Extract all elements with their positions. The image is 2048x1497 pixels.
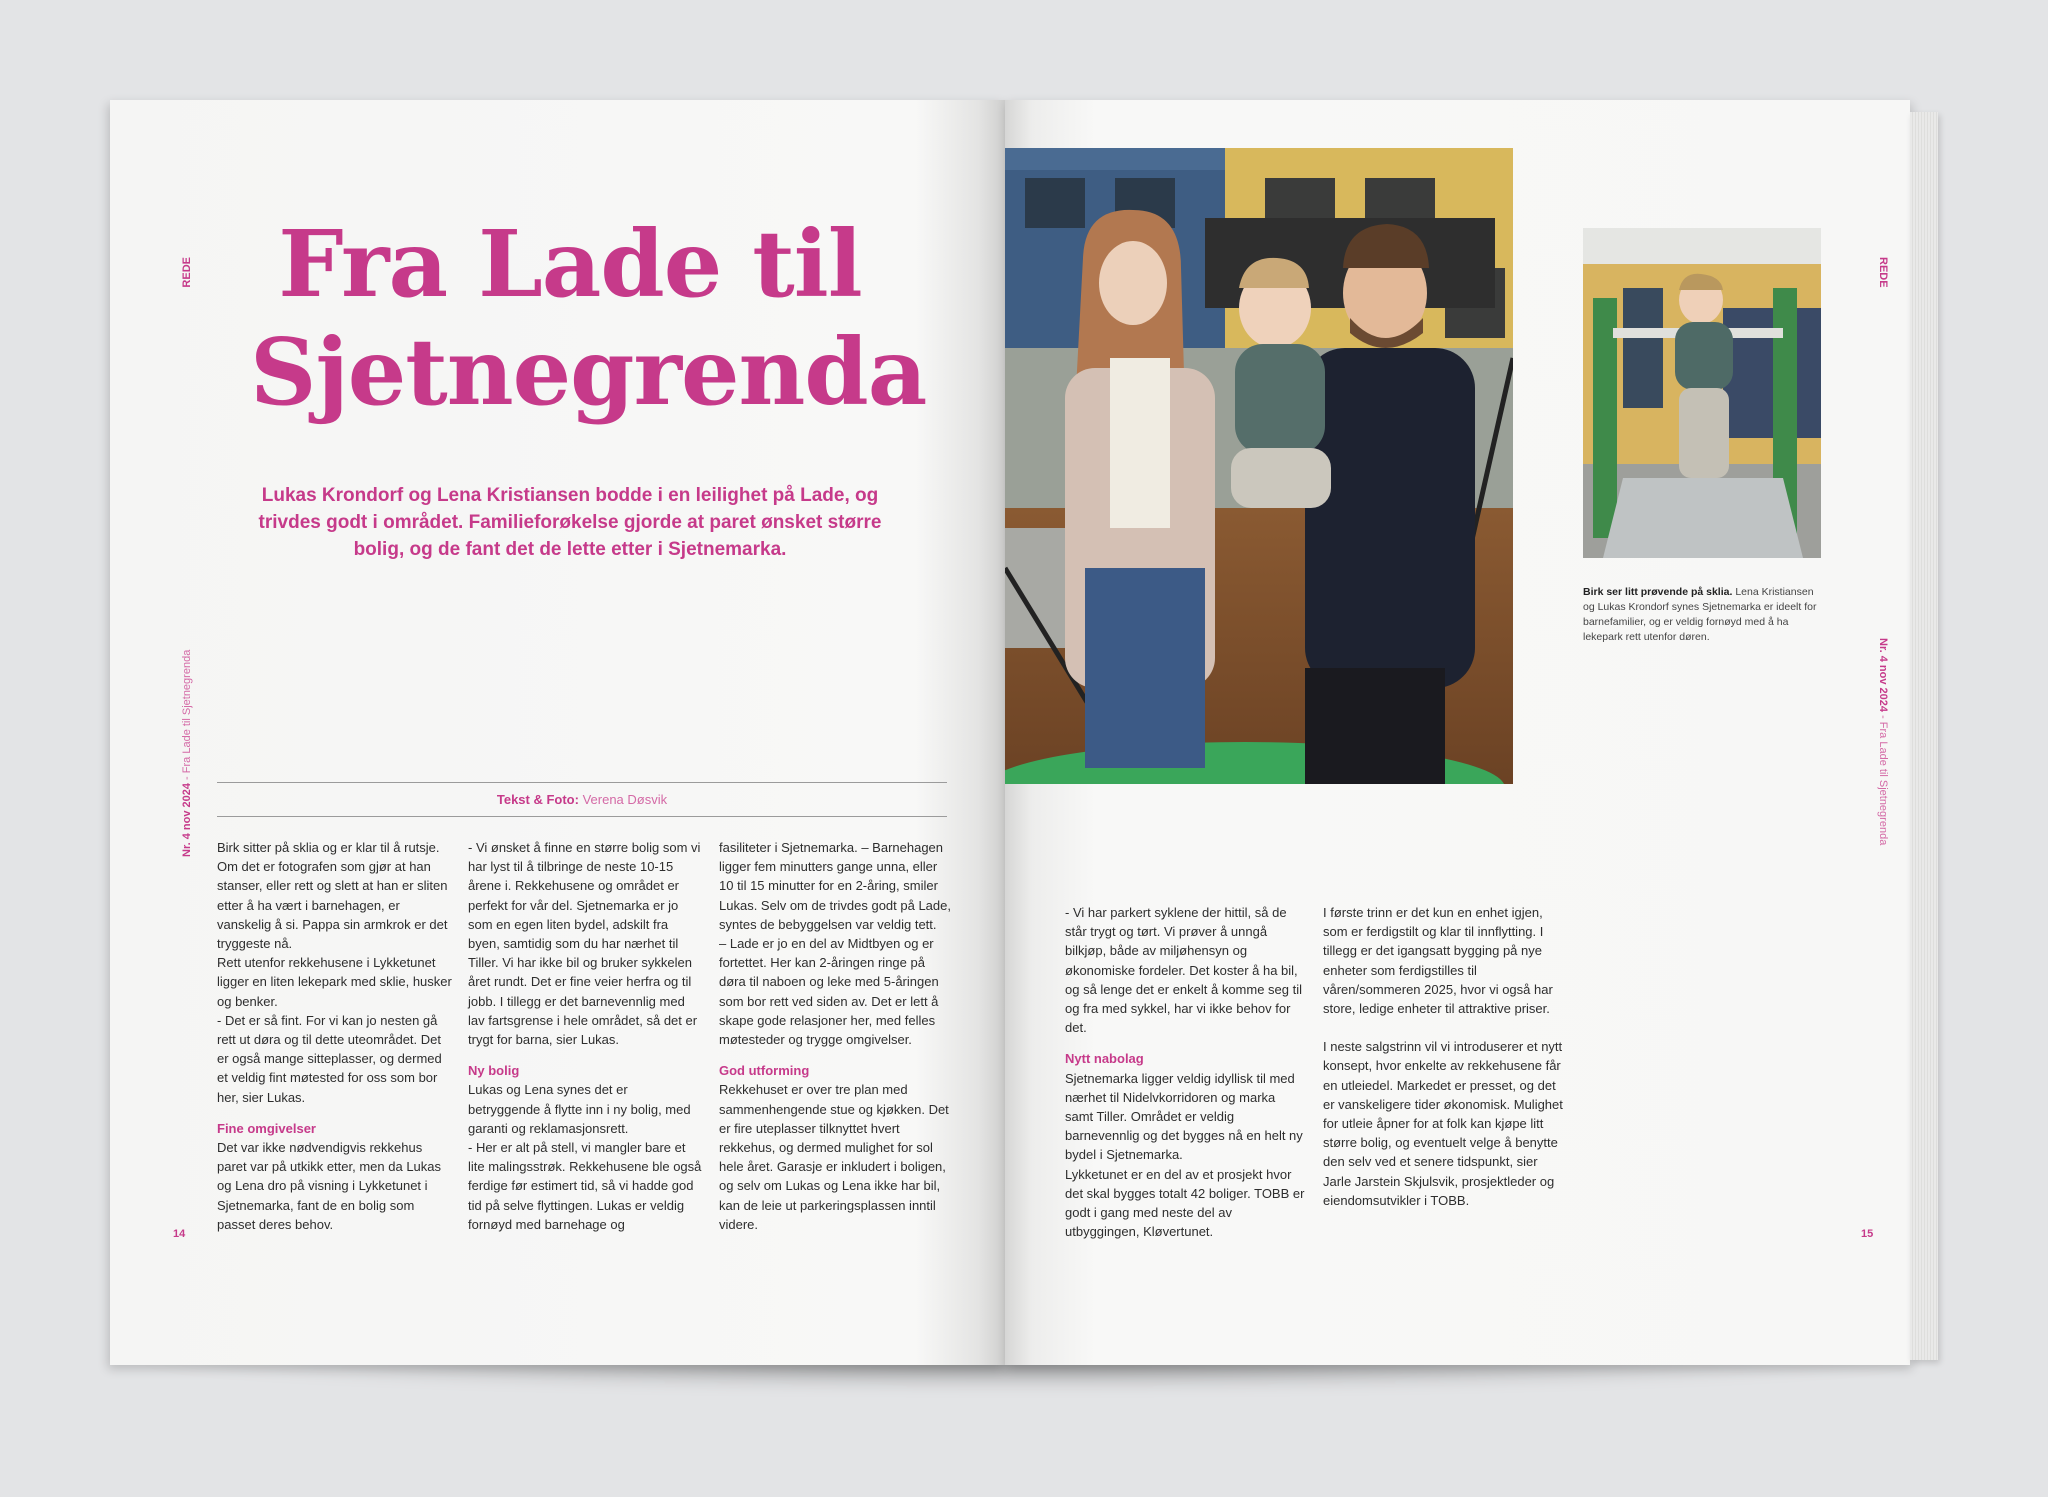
caption-text: Lena Kristiansen og Lukas Krondorf synes Sjetnemarka er ideelt for barnefamilier, og er veldig fornøyd med å ha lekepark rett utenfor døren. bbox=[1583, 586, 1817, 643]
col4-paragraph: - Vi har parkert syklene der hittil, så de står trygt og tørt. Vi prøver å unngå bilkjøp, både av miljøhensyn og økonomiske fordeler. Det koster å ha bil, og så lenge det er enkelt å komme seg til og fra med sykkel, har vi ikke behov for det. bbox=[1065, 905, 1303, 1036]
column-4 bbox=[1065, 903, 1305, 1241]
child-on-slide-illustration bbox=[1583, 228, 1821, 558]
title-line-2: Sjetnegrenda bbox=[250, 318, 927, 426]
magazine-name-left: REDE bbox=[181, 257, 193, 288]
byline-name: Verena Døsvik bbox=[582, 792, 668, 807]
left-page bbox=[110, 100, 1005, 1365]
column-1 bbox=[217, 838, 452, 1234]
byline-label: Tekst & Foto: bbox=[496, 792, 579, 807]
child-on-slide-photo bbox=[1583, 228, 1821, 558]
col5-paragraph: I første trinn er det kun en enhet igjen, som er ferdigstilt og klar til innflytting. I tillegg er det igangsatt bygging på nye enheter som ferdigstilles til våren/sommeren 2025, hvor vi også har store, ledige enheter til attraktive priser. bbox=[1323, 905, 1553, 1017]
caption-bold: Birk ser litt prøvende på sklia. bbox=[1583, 586, 1733, 598]
col1-paragraph: Det var ikke nødvendigvis rekkehus paret var på utkikk etter, men da Lukas og Lena dro på visning i Lykketunet i Sjetnemarka, fant de en bolig som passet deres behov. bbox=[217, 1140, 442, 1232]
section-title-right: - Fra Lade til Sjetnegrenda bbox=[1877, 715, 1889, 846]
issue-number-right: Nr. 4 nov 2024 bbox=[1877, 638, 1889, 712]
column-3 bbox=[719, 838, 954, 1234]
col2-paragraph: - Vi ønsket å finne en større bolig som vi har lyst til å tilbringe de neste 10-15 årene i. Rekkehusene og området er perfekt for vår del. Sjetnemarka er jo som en egen liten bydel, adskilt fra byen, samtidig som du har nærhet til Tiller. Vi har ikke bil og bruker sykkelen året rundt. Det er fine veier herfra og til jobb. I tillegg er det barnevennlig med lav fartsgrense i hele området, så det er trygt for barna, sier Lukas. bbox=[468, 840, 701, 1048]
photo-caption bbox=[1583, 585, 1823, 645]
col2-paragraph: - Her er alt på stell, vi mangler bare et lite malingsstrøk. Rekkehusene ble også ferdige før estimert tid, så vi hadde god tid på selve flyttingen. Lukas er veldig fornøyd med barnehage og bbox=[468, 1140, 702, 1232]
page-edges bbox=[1910, 112, 1938, 1360]
magazine-spread bbox=[110, 100, 1940, 1365]
family-photo-illustration bbox=[1005, 148, 1513, 784]
subheading-nytt-nabolag: Nytt nabolag bbox=[1065, 1051, 1144, 1067]
col1-paragraph: Birk sitter på sklia og er klar til å rutsje. Om det er fotografen som gjør at han stanser, eller rett og slett at han er sliten etter å ha vært i barnehagen, er vanskelig å si. Pappa sin armkrok er det tryggeste nå. bbox=[217, 840, 448, 952]
col3-paragraph: – Lade er jo en del av Midtbyen og er fortettet. Her kan 2-åringen ringe på døra til naboen og leke med 5-åringen som bor rett ved siden av. Det er lett å skape gode relasjoner her, med felles møtesteder og trygge omgivelser. bbox=[719, 936, 939, 1048]
page-number-right: 15 bbox=[1861, 1228, 1874, 1240]
magazine-name-right: REDE bbox=[1877, 257, 1889, 288]
issue-number-left: Nr. 4 nov 2024 bbox=[181, 783, 193, 857]
article-lead: Lukas Krondorf og Lena Kristiansen bodde i en leilighet på Lade, og trivdes godt i området. Familieforøkelse gjorde at paret ønsket større bolig, og de fant det de lette etter i Sjetnemarka. bbox=[258, 485, 882, 560]
column-5 bbox=[1323, 903, 1563, 1210]
section-title-left: - Fra Lade til Sjetnegrenda bbox=[181, 649, 193, 780]
subheading-ny-bolig: Ny bolig bbox=[468, 1063, 520, 1079]
col1-paragraph: - Det er så fint. For vi kan jo nesten gå rett ut døra og til dette uteområdet. Det er også mange sitteplasser, og dermed et veldig fint møtested for oss som bor her, sier Lukas. bbox=[217, 1012, 442, 1105]
col4-paragraph: Lykketunet er en del av et prosjekt hvor det skal bygges totalt 42 boliger. TOBB er godt i gang med neste del av utbyggingen, Kløvertunet. bbox=[1065, 1166, 1305, 1240]
col1-paragraph: Rett utenfor rekkehusene i Lykketunet ligger en liten lekepark med sklie, husker og benker. bbox=[217, 955, 452, 1009]
column-2 bbox=[468, 838, 703, 1234]
subheading-fine-omgivelser: Fine omgivelser bbox=[217, 1120, 316, 1136]
family-photo bbox=[1005, 148, 1513, 784]
col3-paragraph: Rekkehuset er over tre plan med sammenhengende stue og kjøkken. Det er fire uteplasser tilknyttet hvert rekkehus, og dermed mulighet for sol hele året. Garasje er inkludert i boligen, og selv om Lukas og Lena ikke har bil, kan de leie ut parkeringsplassen inntil videre. bbox=[719, 1082, 949, 1232]
byline-rule-top bbox=[217, 782, 947, 783]
page-number-left: 14 bbox=[173, 1228, 186, 1240]
title-line-1: Fra Lade til bbox=[278, 210, 862, 318]
article-title bbox=[250, 210, 927, 426]
byline bbox=[217, 792, 947, 807]
byline-rule-bottom bbox=[217, 816, 947, 817]
col4-paragraph: Sjetnemarka ligger veldig idyllisk til med nærhet til Nidelvkorridoren og marka samt Tiller. Området er veldig barnevennlig og det bygges nå en helt ny bydel i Sjetnemarka. bbox=[1065, 1070, 1303, 1163]
right-page bbox=[1005, 100, 1910, 1365]
col2-paragraph: Lukas og Lena synes det er betryggende å flytte inn i ny bolig, med garanti og reklamasjonsrett. bbox=[468, 1082, 691, 1136]
col3-paragraph: fasiliteter i Sjetnemarka. – Barnehagen ligger fem minutters gange unna, eller 10 til 15 minutter for en 2-åring, smiler Lukas. Selv om de trivdes godt på Lade, syntes de bebyggelsen var veldig tett. bbox=[719, 840, 951, 932]
subheading-god-utforming: God utforming bbox=[719, 1063, 810, 1079]
col5-paragraph: I neste salgstrinn vil vi introduserer et nytt konsept, hvor enkelte av rekkehusene får en utleiedel. Markedet er presset, og det er vanskeligere tider økonomisk. Mulighet for utleie åpner for at folk kan kjøpe litt større bolig, og eventuelt velge å benytte den selv ved et senere tidspunkt, sier Jarle Jarstein Skjulsvik, prosjektleder og eiendomsutvikler i TOBB. bbox=[1323, 1039, 1563, 1208]
issue-label-right bbox=[1877, 638, 1889, 845]
issue-label-left bbox=[181, 650, 193, 857]
